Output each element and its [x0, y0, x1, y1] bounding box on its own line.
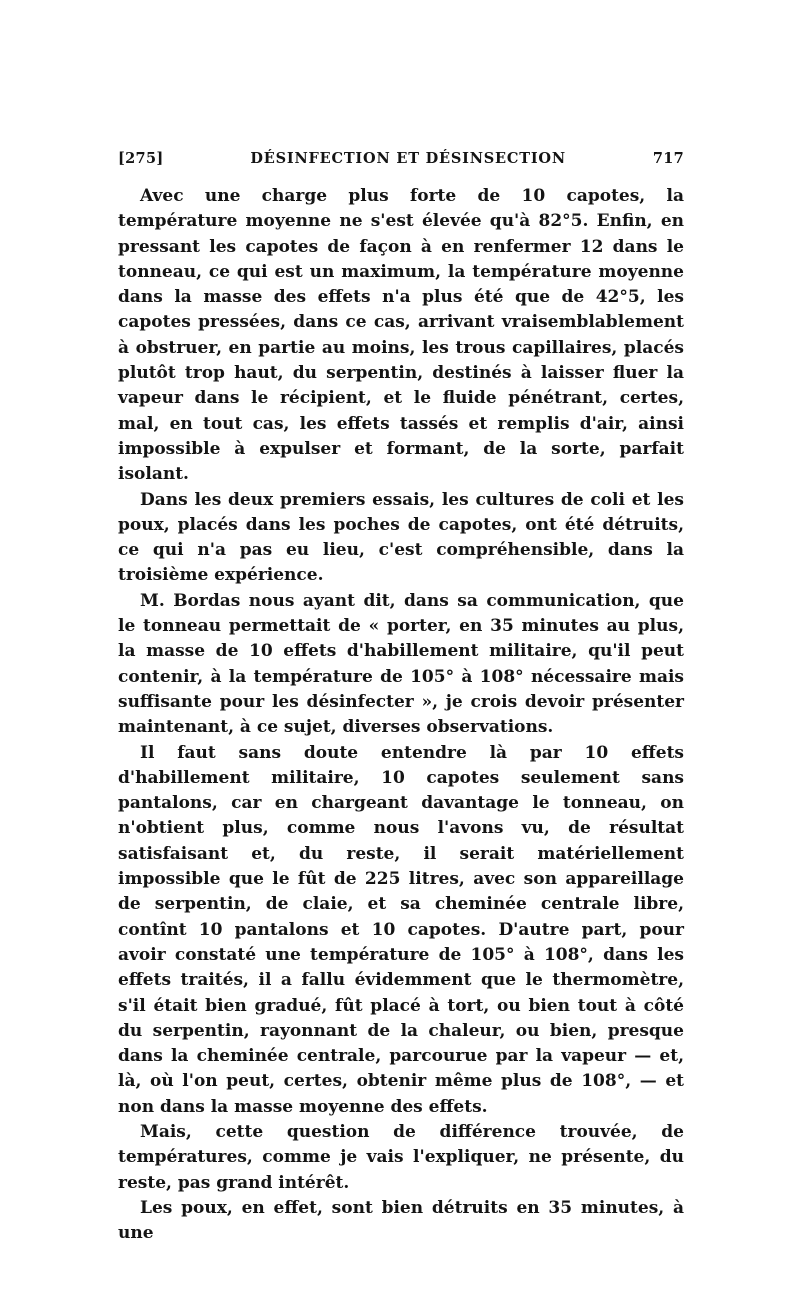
paragraph: Dans les deux premiers essais, les cultures de coli et les poux, placés dans les poches de capotes, ont été détruits, ce qui n'a pas eu lieu, c'est compréhensible, dans la troisième expérience.: [118, 489, 684, 586]
paragraph: M. Bordas nous ayant dit, dans sa communication, que le tonneau permettait de « porter, en 35 minutes au plus, la masse de 10 effets d'habillement militaire, qu'il peut contenir, à la température de 105° à 108° nécessaire mais suffisante pour les désinfecter », je crois devoir présenter maintenant, à ce sujet, diverses observations.: [118, 590, 684, 738]
running-head: [118, 150, 684, 174]
page-number: 717: [652, 150, 684, 167]
body-text: [118, 184, 684, 1246]
paragraph: Avec une charge plus forte de 10 capotes, la température moyenne ne s'est élevée qu'à 82°5. Enfin, en pressant les capotes de façon à en renfermer 12 dans le tonneau, ce qui est un maximum, la température moyenne dans la masse des effets n'a plus été que de 42°5, les capotes pressées, dans ce cas, arrivant vraisemblablement à obstruer, en partie au moins, les trous capillaires, placés plutôt trop haut, du serpentin, destinés à laisser fluer la vapeur dans le récipient, et le fluide pénétrant, certes, mal, en tout cas, les effets tassés et remplis d'air, ainsi impossible à expulser et formant, de la sorte, parfait isolant.: [118, 186, 684, 485]
chapter-title: DÉSINFECTION ET DÉSINSECTION: [250, 150, 566, 167]
book-page: [118, 150, 684, 1246]
paragraph: Les poux, en effet, sont bien détruits en 35 minutes, à une: [118, 1197, 684, 1244]
paragraph: Mais, cette question de différence trouvée, de températures, comme je vais l'expliquer, ne présente, du reste, pas grand intérêt.: [118, 1121, 684, 1193]
page-bracket-number: [275]: [118, 150, 164, 167]
paragraph: Il faut sans doute entendre là par 10 effets d'habillement militaire, 10 capotes seulement sans pantalons, car en chargeant davantage le tonneau, on n'obtient plus, comme nous l'avons vu, de résultat satisfaisant et, du reste, il serait matériellement impossible que le fût de 225 litres, avec son appareillage de serpentin, de claie, et sa cheminée centrale libre, contînt 10 pantalons et 10 capotes. D'autre part, pour avoir constaté une température de 105° à 108°, dans les effets traités, il a fallu évidemment que le thermomètre, s'il était bien gradué, fût placé à tort, ou bien tout à côté du serpentin, rayonnant de la chaleur, ou bien, presque dans la cheminée centrale, parcourue par la vapeur — et, là, où l'on peut, certes, obtenir même plus de 108°, — et non dans la masse moyenne des effets.: [118, 742, 684, 1117]
